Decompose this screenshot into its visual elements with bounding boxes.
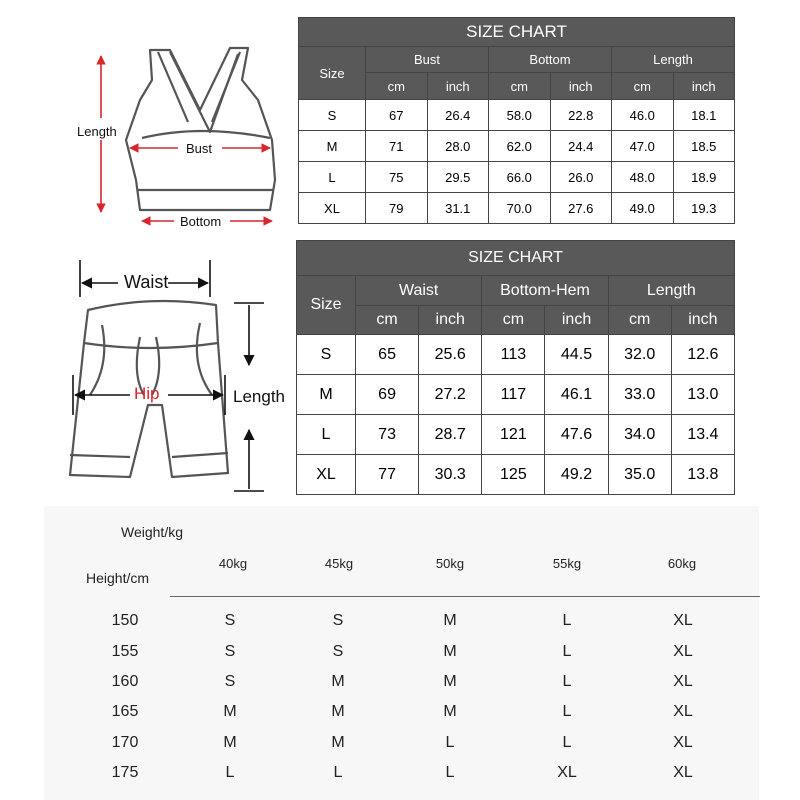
table-cell: 117	[482, 375, 545, 415]
table-cell: 13.0	[671, 375, 734, 415]
group-header: Bottom	[489, 47, 612, 73]
table-cell: 22.8	[550, 100, 612, 131]
size-cell: L	[445, 734, 455, 751]
table-cell: 73	[356, 415, 419, 455]
size-cell: XL	[673, 764, 693, 781]
table-cell: 47.0	[612, 131, 674, 162]
size-cell: M	[297, 375, 356, 415]
size-cell: S	[297, 335, 356, 375]
table-cell: 27.6	[550, 193, 612, 224]
table-row	[299, 162, 735, 193]
shorts-hip-label: Hip	[134, 384, 160, 403]
table-cell: 24.4	[550, 131, 612, 162]
size-cell: M	[443, 703, 457, 720]
size-cell: M	[443, 643, 457, 660]
table-cell: 79	[366, 193, 428, 224]
table-cell: 27.2	[419, 375, 482, 415]
height-value: 155	[111, 643, 139, 660]
table-cell: 75	[366, 162, 428, 193]
weight-header: 50kg	[435, 556, 465, 571]
size-cell: L	[562, 734, 572, 751]
table-cell: 48.0	[612, 162, 674, 193]
table-cell: 28.7	[419, 415, 482, 455]
unit-header: inch	[550, 73, 612, 100]
height-value: 175	[111, 764, 139, 781]
shorts-waist-label: Waist	[124, 272, 169, 292]
unit-header: inch	[427, 73, 489, 100]
group-header: Bottom-Hem	[482, 276, 608, 306]
size-header: Size	[299, 47, 366, 100]
table-cell: 25.6	[419, 335, 482, 375]
top-size-chart	[298, 17, 735, 224]
bra-length-label: Length	[77, 124, 117, 139]
table-cell: 71	[366, 131, 428, 162]
size-cell: L	[562, 703, 572, 720]
table-cell: 77	[356, 455, 419, 495]
weight-header: 40kg	[218, 556, 248, 571]
size-cell: XL	[673, 643, 693, 660]
height-value: 165	[111, 703, 139, 720]
table-cell: 18.9	[673, 162, 735, 193]
table-row	[297, 335, 735, 375]
size-cell: XL	[299, 193, 366, 224]
size-cell: XL	[673, 673, 693, 690]
table-cell: 66.0	[489, 162, 551, 193]
size-cell: L	[562, 673, 572, 690]
table-cell: 49.0	[612, 193, 674, 224]
unit-header: inch	[545, 306, 608, 335]
weight-header: 55kg	[552, 556, 582, 571]
size-cell: M	[299, 131, 366, 162]
chart-title: SIZE CHART	[297, 241, 735, 276]
size-cell: L	[445, 764, 455, 781]
table-cell: 58.0	[489, 100, 551, 131]
table-cell: 18.5	[673, 131, 735, 162]
size-cell: M	[223, 703, 237, 720]
weight-header: 60kg	[667, 556, 697, 571]
table-cell: 31.1	[427, 193, 489, 224]
size-cell: S	[224, 643, 236, 660]
table-row	[299, 193, 735, 224]
weight-height-grid	[44, 506, 759, 800]
table-cell: 46.0	[612, 100, 674, 131]
size-cell: L	[333, 764, 343, 781]
table-row	[297, 415, 735, 455]
table-cell: 47.6	[545, 415, 608, 455]
table-cell: 30.3	[419, 455, 482, 495]
size-cell: S	[332, 612, 344, 629]
table-cell: 13.8	[671, 455, 734, 495]
group-header: Waist	[356, 276, 482, 306]
bra-bottom-label: Bottom	[180, 214, 222, 229]
size-cell: S	[224, 673, 236, 690]
unit-header: cm	[489, 73, 551, 100]
size-cell: S	[224, 612, 236, 629]
unit-header: cm	[482, 306, 545, 335]
bottom-size-chart	[296, 240, 735, 495]
size-cell: S	[299, 100, 366, 131]
table-row	[297, 455, 735, 495]
size-cell: L	[297, 415, 356, 455]
table-cell: 19.3	[673, 193, 735, 224]
size-header: Size	[297, 276, 356, 335]
table-row	[297, 375, 735, 415]
unit-header: inch	[419, 306, 482, 335]
size-cell: M	[331, 703, 345, 720]
unit-header: cm	[612, 73, 674, 100]
size-cell: XL	[297, 455, 356, 495]
size-cell: M	[443, 673, 457, 690]
size-cell: M	[443, 612, 457, 629]
group-header: Length	[612, 47, 735, 73]
table-row	[299, 100, 735, 131]
height-value: 150	[111, 612, 139, 629]
table-cell: 44.5	[545, 335, 608, 375]
height-value: 170	[111, 734, 139, 751]
table-row	[299, 131, 735, 162]
table-cell: 26.4	[427, 100, 489, 131]
height-axis-label: Height/cm	[86, 570, 150, 586]
table-cell: 125	[482, 455, 545, 495]
unit-header: cm	[608, 306, 671, 335]
table-cell: 13.4	[671, 415, 734, 455]
table-cell: 26.0	[550, 162, 612, 193]
table-cell: 18.1	[673, 100, 735, 131]
size-cell: L	[562, 643, 572, 660]
height-value: 160	[111, 673, 139, 690]
size-cell: L	[299, 162, 366, 193]
size-cell: M	[331, 673, 345, 690]
table-cell: 28.0	[427, 131, 489, 162]
table-cell: 70.0	[489, 193, 551, 224]
size-cell: L	[225, 764, 235, 781]
chart-title: SIZE CHART	[299, 18, 735, 47]
size-cell: M	[223, 734, 237, 751]
unit-header: cm	[366, 73, 428, 100]
table-cell: 69	[356, 375, 419, 415]
unit-header: cm	[356, 306, 419, 335]
table-cell: 65	[356, 335, 419, 375]
table-cell: 34.0	[608, 415, 671, 455]
weight-header: 45kg	[324, 556, 354, 571]
table-cell: 29.5	[427, 162, 489, 193]
group-header: Bust	[366, 47, 489, 73]
size-cell: XL	[557, 764, 577, 781]
group-header: Length	[608, 276, 734, 306]
size-cell: S	[332, 643, 344, 660]
bra-bust-label: Bust	[186, 141, 213, 156]
unit-header: inch	[673, 73, 735, 100]
size-cell: L	[562, 612, 572, 629]
table-cell: 67	[366, 100, 428, 131]
table-cell: 121	[482, 415, 545, 455]
table-cell: 32.0	[608, 335, 671, 375]
size-cell: M	[331, 734, 345, 751]
size-cell: XL	[673, 734, 693, 751]
table-cell: 12.6	[671, 335, 734, 375]
table-cell: 49.2	[545, 455, 608, 495]
weight-axis-label: Weight/kg	[121, 524, 183, 540]
unit-header: inch	[671, 306, 734, 335]
table-cell: 62.0	[489, 131, 551, 162]
table-cell: 33.0	[608, 375, 671, 415]
shorts-length-label: Length	[233, 387, 285, 406]
grid-divider	[170, 596, 760, 597]
table-cell: 113	[482, 335, 545, 375]
table-cell: 35.0	[608, 455, 671, 495]
size-cell: XL	[673, 703, 693, 720]
size-cell: XL	[673, 612, 693, 629]
table-cell: 46.1	[545, 375, 608, 415]
